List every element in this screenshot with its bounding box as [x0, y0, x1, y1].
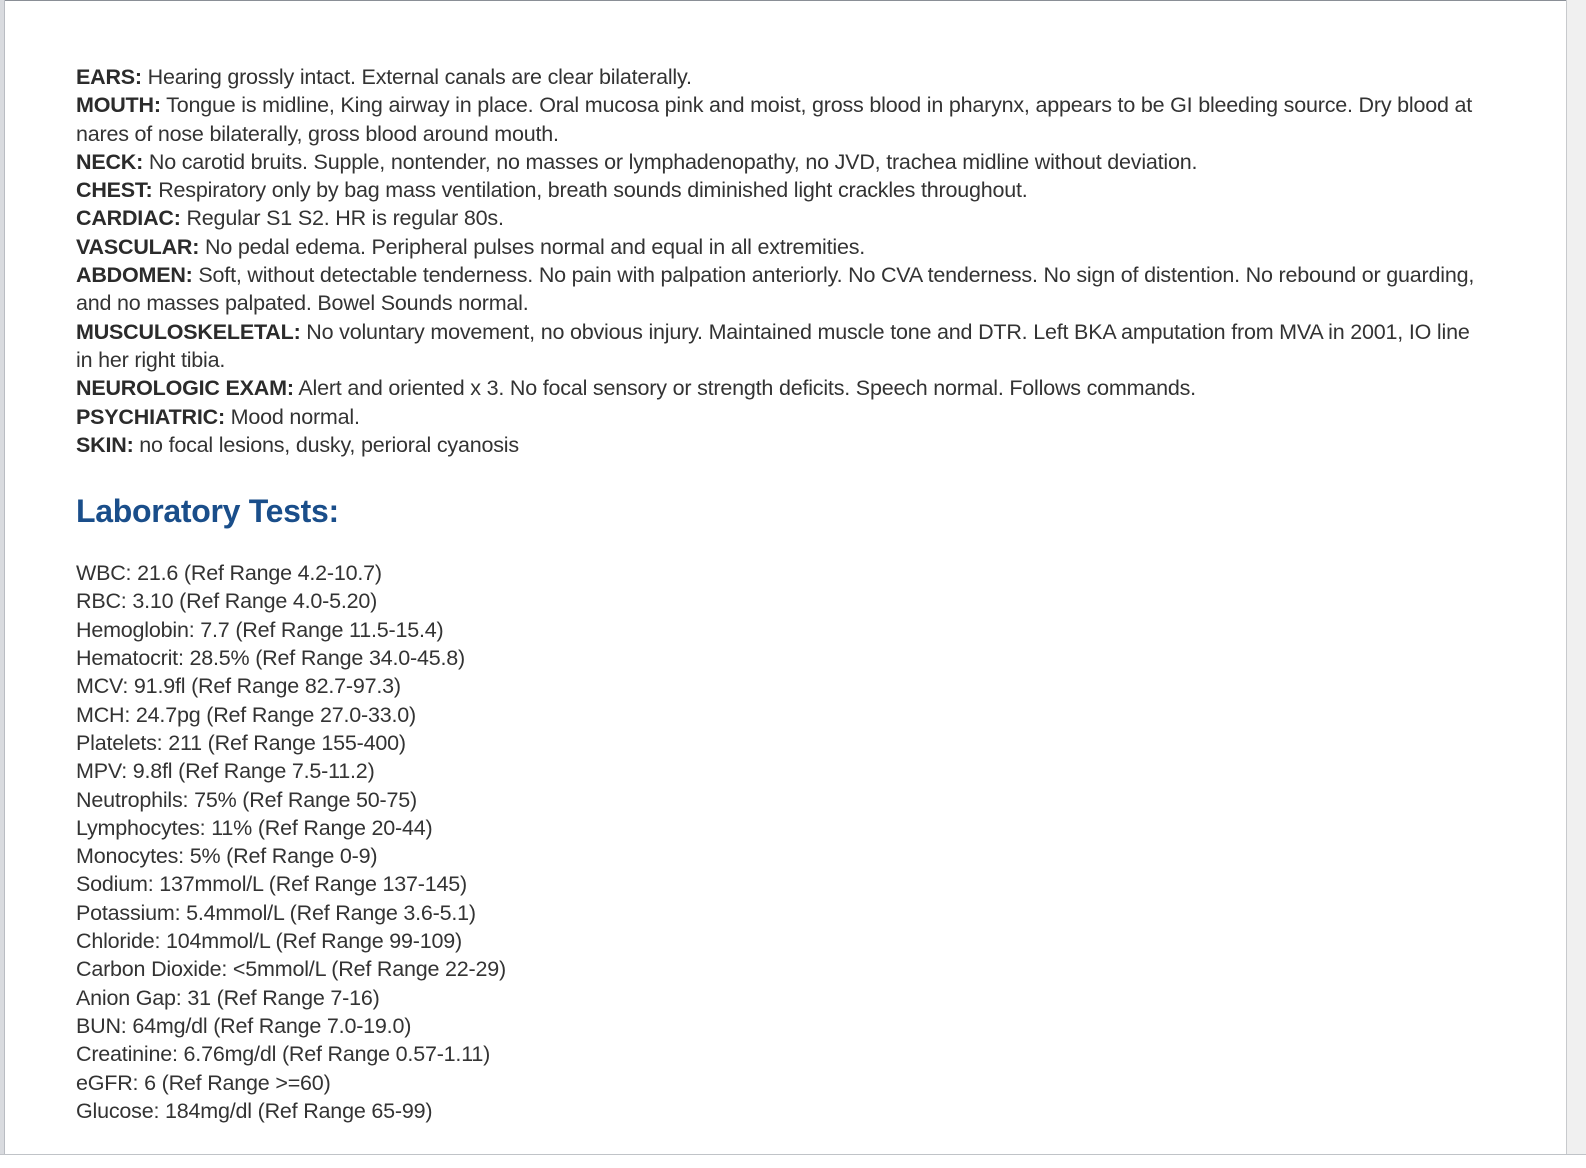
exam-text: No voluntary movement, no obvious injury. Maintained muscle tone and DTR. Left BKA amputation from MVA in 2001, IO line in her right tibia.: [76, 319, 1470, 372]
bottom-border: [0, 1154, 1586, 1168]
physical-exam-section: [76, 63, 1476, 459]
exam-label: NEUROLOGIC EXAM:: [76, 376, 294, 401]
exam-musculoskeletal: [76, 318, 1476, 375]
lab-result-wbc: WBC: 21.6 (Ref Range 4.2-10.7): [76, 561, 382, 586]
lab-result-bun: BUN: 64mg/dl (Ref Range 7.0-19.0): [76, 1013, 412, 1038]
lab-result-lymphocytes: Lymphocytes: 11% (Ref Range 20-44): [76, 815, 433, 840]
lab-result-neutrophils: Neutrophils: 75% (Ref Range 50-75): [76, 787, 417, 812]
exam-neurologic: [76, 374, 1476, 402]
lab-result-anion-gap: Anion Gap: 31 (Ref Range 7-16): [76, 985, 380, 1010]
exam-label: MOUTH:: [76, 93, 161, 118]
exam-label: CARDIAC:: [76, 206, 181, 231]
exam-label: MUSCULOSKELETAL:: [76, 319, 301, 344]
vertical-scrollbar[interactable]: [1566, 0, 1586, 1168]
lab-result-potassium: Potassium: 5.4mmol/L (Ref Range 3.6-5.1): [76, 900, 476, 925]
lab-result-mcv: MCV: 91.9fl (Ref Range 82.7-97.3): [76, 674, 401, 699]
lab-result-glucose: Glucose: 184mg/dl (Ref Range 65-99): [76, 1098, 433, 1123]
lab-result-platelets: Platelets: 211 (Ref Range 155-400): [76, 730, 406, 755]
lab-result-monocytes: Monocytes: 5% (Ref Range 0-9): [76, 844, 378, 869]
exam-psychiatric: [76, 403, 1476, 431]
exam-ears: [76, 63, 1476, 91]
exam-label: SKIN:: [76, 432, 134, 457]
lab-result-carbon-dioxide: Carbon Dioxide: <5mmol/L (Ref Range 22-29): [76, 957, 506, 982]
exam-abdomen: [76, 261, 1476, 318]
lab-result-chloride: Chloride: 104mmol/L (Ref Range 99-109): [76, 929, 462, 954]
exam-chest: [76, 176, 1476, 204]
lab-result-mpv: MPV: 9.8fl (Ref Range 7.5-11.2): [76, 759, 375, 784]
exam-vascular: [76, 233, 1476, 261]
lab-result-rbc: RBC: 3.10 (Ref Range 4.0-5.20): [76, 589, 378, 614]
exam-text: No carotid bruits. Supple, nontender, no masses or lymphadenopathy, no JVD, trachea midline without deviation.: [143, 149, 1198, 174]
exam-label: VASCULAR:: [76, 234, 200, 259]
exam-text: Tongue is midline, King airway in place. Oral mucosa pink and moist, gross blood in pharynx, appears to be GI bleeding source. Dry blood at nares of nose bilaterally, gross blood around mouth.: [76, 93, 1473, 146]
exam-label: PSYCHIATRIC:: [76, 404, 225, 429]
exam-text: Regular S1 S2. HR is regular 80s.: [180, 206, 504, 231]
exam-text: Soft, without detectable tenderness. No pain with palpation anteriorly. No CVA tenderness. No sign of distention. No rebound or guarding, and no masses palpated. Bowel Sounds normal.: [76, 263, 1475, 316]
lab-result-egfr: eGFR: 6 (Ref Range >=60): [76, 1070, 331, 1095]
exam-label: CHEST:: [76, 178, 153, 203]
exam-text: Hearing grossly intact. External canals are clear bilaterally.: [141, 65, 692, 89]
lab-result-hematocrit: Hematocrit: 28.5% (Ref Range 34.0-45.8): [76, 646, 465, 671]
exam-mouth: [76, 91, 1476, 148]
exam-text: Mood normal.: [224, 404, 360, 429]
exam-text: Alert and oriented x 3. No focal sensory or strength deficits. Speech normal. Follows commands.: [293, 376, 1196, 401]
exam-label: EARS:: [76, 65, 142, 89]
exam-neck: [76, 148, 1476, 176]
lab-result-mch: MCH: 24.7pg (Ref Range 27.0-33.0): [76, 702, 416, 727]
lab-result-sodium: Sodium: 137mmol/L (Ref Range 137-145): [76, 872, 467, 897]
exam-cardiac: [76, 204, 1476, 232]
exam-skin: [76, 431, 1476, 459]
laboratory-tests-list: [76, 559, 1476, 1125]
exam-label: ABDOMEN:: [76, 263, 193, 288]
exam-text: No pedal edema. Peripheral pulses normal and equal in all extremities.: [199, 234, 866, 259]
left-border: [0, 0, 5, 1168]
exam-label: NECK:: [76, 149, 144, 174]
exam-text: no focal lesions, dusky, perioral cyanosis: [133, 432, 519, 457]
lab-result-hemoglobin: Hemoglobin: 7.7 (Ref Range 11.5-15.4): [76, 617, 444, 642]
laboratory-tests-heading: Laboratory Tests:: [76, 493, 339, 530]
lab-result-creatinine: Creatinine: 6.76mg/dl (Ref Range 0.57-1.11): [76, 1042, 491, 1067]
exam-text: Respiratory only by bag mass ventilation, breath sounds diminished light crackles throughout.: [152, 178, 1028, 203]
document-content: [76, 63, 1476, 1125]
